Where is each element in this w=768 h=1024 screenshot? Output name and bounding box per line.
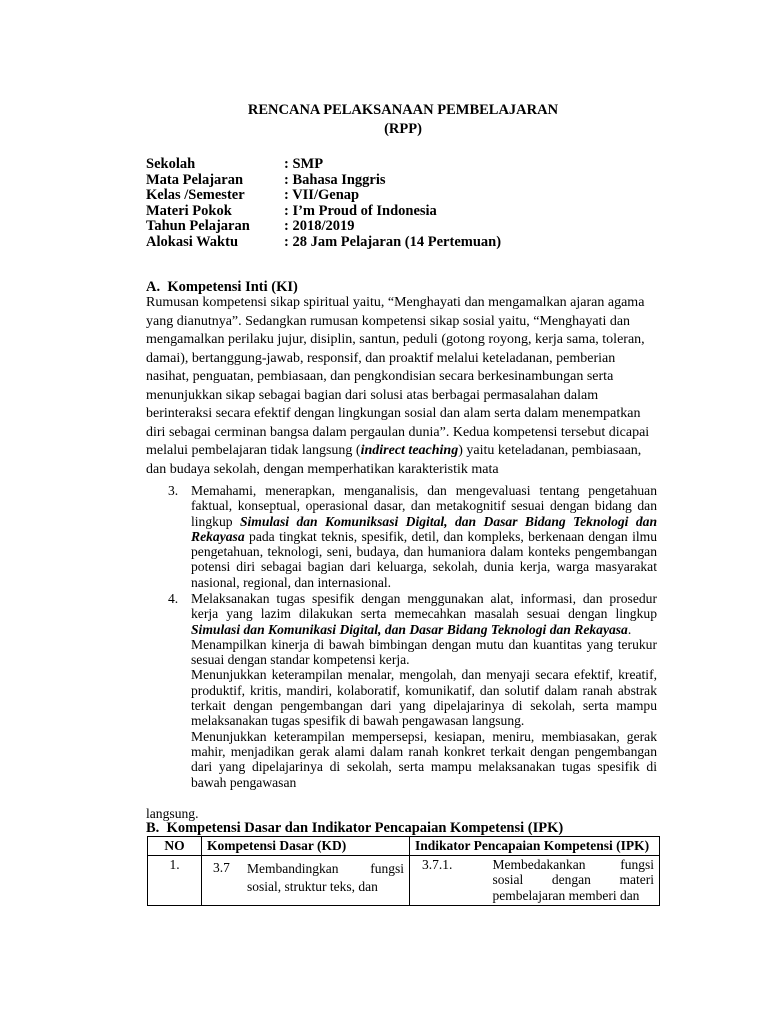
kd-text: Membandingkan fungsi sosial, struktur teks, dan [247,860,404,894]
header-ipk: Indikator Pencapaian Kompetensi (IPK) [410,837,660,856]
info-value: : SMP [284,156,324,172]
kd-ipk-table [147,836,660,906]
paragraph-line [146,442,666,461]
info-label: Sekolah [146,156,196,172]
paragraph-line: damai), bertanggung-jawab, responsif, dan proaktif melalui keteladanan, pemberian [146,350,616,366]
info-label: Alokasi Waktu [146,234,239,250]
paragraph-line: diri sebagai cerminan bangsa dalam pergaulan dunia”. Kedua kompetensi tersebut dicapai [146,424,650,440]
header-no: NO [148,837,202,856]
info-value: : Bahasa Inggris [284,172,386,188]
text-run: pada tingkat teknis, spesifik, detil, dan kompleks, berkenaan dengan ilmu pengetahuan, teknologi, seni, budaya, dan humaniora dalam konteks pengembangan potensi diri sebagai bagian dari keluarga, sekolah, dunia kerja, warga masyarakat nasional, regional, dan internasional. [191,528,657,590]
table-row [148,855,660,905]
paragraph-line: berinteraksi secara efektif dengan lingkungan sosial dan alam serta dalam menempatkan [146,406,641,421]
info-value: : 28 Jam Pelajaran (14 Pertemuan) [284,234,502,250]
list-number: 3. [168,483,179,498]
list-paragraph: Menunjukkan keterampilan mempersepsi, kesiapan, meniru, membiasakan, gerak mahir, menjadikan gerak alami dalam ranah konkret terkait dengan pengembangan dari yang dipelajarinya di sekolah, serta mampu melaksanakan tugas spesifik di bawah pengawasan [191,728,657,790]
info-label: Kelas /Semester [146,187,245,203]
trailing-text: langsung. [146,806,199,821]
paragraph-line: dan budaya sekolah, dengan memperhatikan karakteristik mata [146,461,499,477]
cell-no: 1. [148,855,202,905]
text-run: Melaksanakan tugas spesifik dengan menggunakan alat, informasi, dan prosedur kerja yang lazim dilakukan serta memecahkan masalah sesuai dengan lingkup [191,591,657,622]
list-item-4 [168,591,657,790]
document-subtitle: (RPP) [384,121,422,137]
text-run: melalui pembelajaran tidak langsung ( [146,443,361,458]
emphasis-text: Simulasi dan Komunikasi Digital, dan Dasar Bidang Teknologi dan Rekayasa [191,621,628,637]
emphasis-text: Simulasi dan Komuniksasi Digital, dan Dasar Bidang Teknologi dan Rekayasa [191,513,658,544]
list-number: 4. [168,591,179,606]
paragraph-line: menunjukkan sikap sebagai bagian dari solusi atas berbagai permasalahan dalam [146,387,599,403]
text-run: Memahami, menerapkan, menganalisis, dan mengevaluasi tentang pengetahuan faktual, konseptual, operasional dasar, dan metakognitif sesuai dengan bidang dan lingkup [191,483,657,529]
cell-ipk-code: 3.7.1. [410,855,488,905]
info-label: Materi Pokok [146,203,232,219]
document-title: RENCANA PELAKSANAAN PEMBELAJARAN [247,102,559,118]
list-paragraph: Menunjukkan keterampilan menalar, mengolah, dan menyaji secara efektif, kreatif, produktif, kritis, mandiri, kolaboratif, komunikatif, dan solutif dalam ranah abstrak terkait dengan pengembangan dari yang dipelajarinya di sekolah, serta mampu melaksanakan tugas spesifik di bawah pengawasan langsung. [191,667,657,729]
paragraph-line: yang dianutnya”. Sedangkan rumusan kompetensi sikap sosial yaitu, “Menghayati dan [146,313,631,329]
list-item-3 [168,483,658,590]
paragraph-line: mengamalkan perilaku jujur, disiplin, santun, peduli (gotong royong, kerja sama, toleran, [146,332,645,347]
emphasis-text: indirect teaching [360,443,459,458]
table-header-row [148,837,660,856]
info-value: : 2018/2019 [284,218,355,234]
header-kd: Kompetensi Dasar (KD) [202,837,410,856]
info-value: : VII/Genap [284,187,360,203]
info-label: Mata Pelajaran [146,172,244,188]
section-a-heading: A. Kompetensi Inti (KI) [146,279,298,295]
paragraph-line: nasihat, penguatan, pembiasaan, dan pengkondisian secara berkesinambungan serta [146,369,614,384]
text-run: ) yaitu keteladanan, pembiasaan, [458,443,642,458]
list-paragraph: Menampilkan kinerja di bawah bimbingan dengan mutu dan kuantitas yang terukur sesuai dengan standar kompetensi kerja. [191,636,657,668]
section-a-paragraph [146,294,666,479]
section-b-heading: B. Kompetensi Dasar dan Indikator Pencapaian Kompetensi (IPK) [146,820,564,836]
cell-kd [202,855,410,905]
info-label: Tahun Pelajaran [146,218,250,234]
text-run: . [627,621,632,637]
kd-code: 3.7 [213,859,230,875]
info-value: : I’m Proud of Indonesia [284,203,437,219]
list-paragraph [191,591,657,637]
cell-ipk-text: Membedakankan fungsi sosial dengan materi pembelajaran memberi dan [488,855,660,905]
paragraph-line: Rumusan kompetensi sikap spiritual yaitu, “Menghayati dan mengamalkan ajaran agama [146,295,645,310]
